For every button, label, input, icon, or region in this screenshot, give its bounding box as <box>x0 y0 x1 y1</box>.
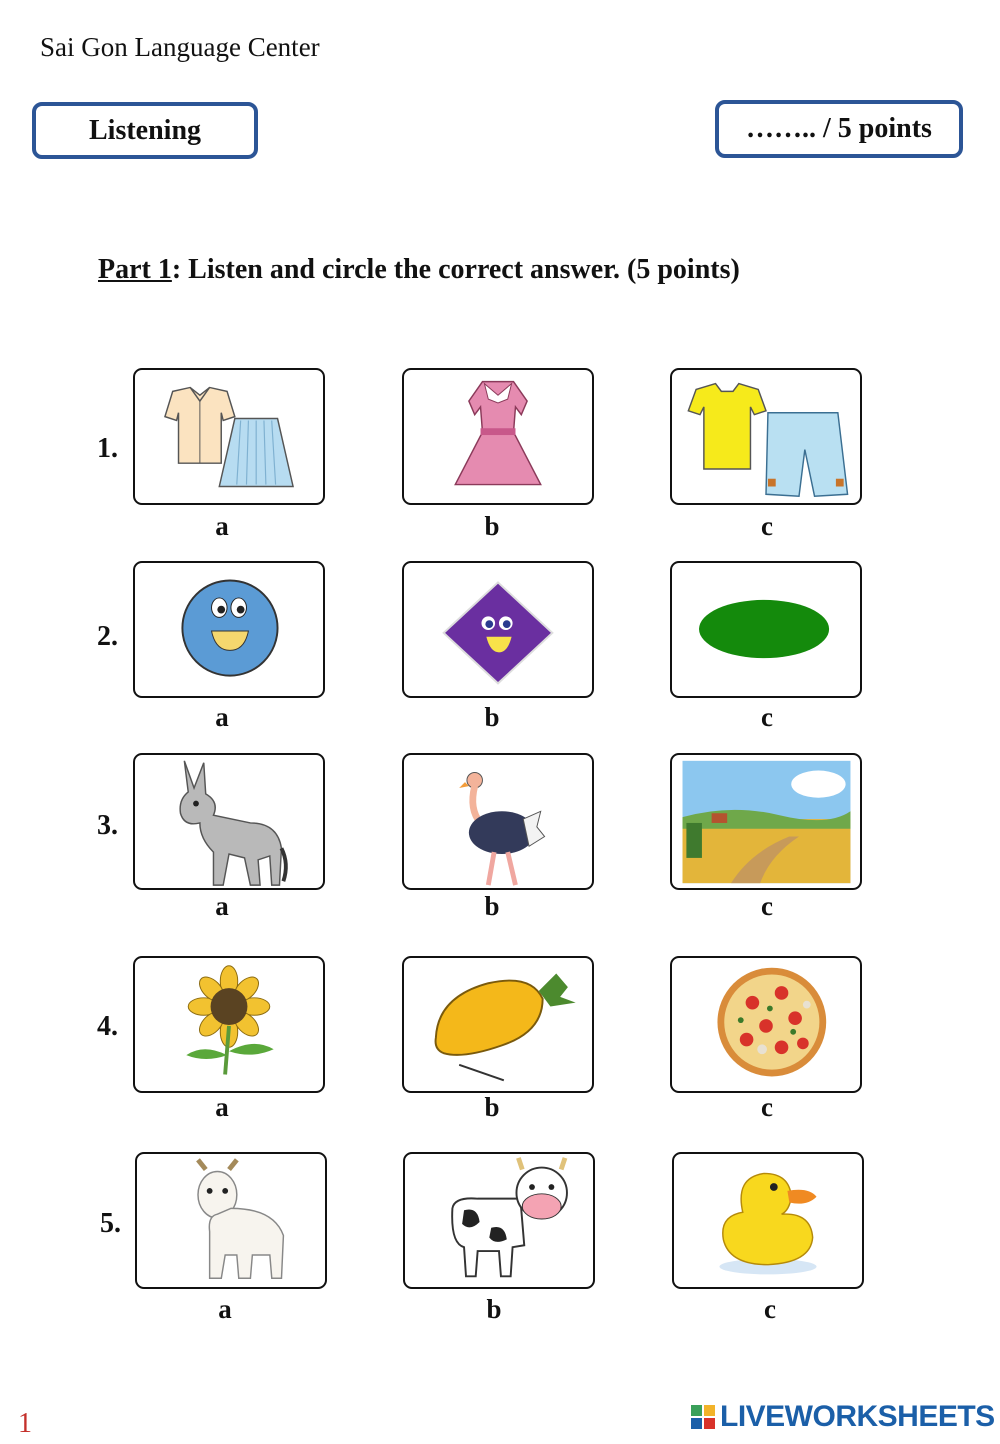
q3-option-a-label[interactable]: a <box>215 891 229 921</box>
score-box: …….. / 5 points <box>715 100 963 158</box>
q4-option-a-card[interactable] <box>133 956 325 1093</box>
q1-option-c-label[interactable]: c <box>761 511 773 541</box>
farm-field-icon <box>672 755 860 888</box>
q4-option-c-card[interactable] <box>670 956 862 1093</box>
mango-icon <box>404 958 592 1091</box>
instructions <box>98 254 740 286</box>
q1-option-c-card[interactable] <box>670 368 862 505</box>
question-4-number: 4. <box>97 1011 118 1042</box>
q2-option-a-label[interactable]: a <box>215 702 229 732</box>
oval-shape-icon <box>672 563 860 696</box>
t-shirt-and-shorts-icon <box>672 370 860 503</box>
brand-name: LIVEWORKSHEETS <box>720 1400 995 1433</box>
q2-option-b-label[interactable]: b <box>484 702 500 732</box>
question-5-number: 5. <box>100 1208 121 1239</box>
q5-option-c-card[interactable] <box>672 1152 864 1289</box>
q3-option-c-card[interactable] <box>670 753 862 890</box>
q3-option-b-label[interactable]: b <box>484 891 500 921</box>
q2-option-a-card[interactable] <box>133 561 325 698</box>
q1-option-b-label[interactable]: b <box>484 511 500 541</box>
q1-option-b-card[interactable] <box>402 368 594 505</box>
sunflower-icon <box>135 958 323 1091</box>
pizza-icon <box>672 958 860 1091</box>
q3-option-c-label[interactable]: c <box>761 891 773 921</box>
ostrich-icon <box>404 755 592 888</box>
q4-option-b-label[interactable]: b <box>484 1092 500 1122</box>
q5-option-b-label[interactable]: b <box>486 1294 502 1324</box>
q3-option-a-card[interactable] <box>133 753 325 890</box>
q1-option-a-label[interactable]: a <box>215 511 229 541</box>
q2-option-c-label[interactable]: c <box>761 702 773 732</box>
logo-grid-icon <box>690 1404 716 1430</box>
q4-option-a-label[interactable]: a <box>215 1092 229 1122</box>
q5-option-b-card[interactable] <box>403 1152 595 1289</box>
pink-dress-icon <box>404 370 592 503</box>
q5-option-c-label[interactable]: c <box>764 1294 776 1324</box>
page-number: 1 <box>18 1408 32 1439</box>
q4-option-b-card[interactable] <box>402 956 594 1093</box>
liveworksheets-logo[interactable] <box>690 1400 995 1434</box>
q5-option-a-card[interactable] <box>135 1152 327 1289</box>
question-3-number: 3. <box>97 810 118 841</box>
q1-option-a-card[interactable] <box>133 368 325 505</box>
section-label: Listening <box>32 102 258 159</box>
question-2-number: 2. <box>97 621 118 652</box>
q2-option-c-card[interactable] <box>670 561 862 698</box>
q4-option-c-label[interactable]: c <box>761 1092 773 1122</box>
circle-shape-icon <box>135 563 323 696</box>
diamond-shape-icon <box>404 563 592 696</box>
part-label: Part 1 <box>98 254 172 285</box>
duck-icon <box>674 1154 862 1287</box>
center-name: Sai Gon Language Center <box>40 32 320 62</box>
cow-icon <box>405 1154 593 1287</box>
donkey-icon <box>135 755 323 888</box>
q5-option-a-label[interactable]: a <box>218 1294 232 1324</box>
instruction-text: : Listen and circle the correct answer. (5 points) <box>171 254 740 285</box>
q3-option-b-card[interactable] <box>402 753 594 890</box>
goat-icon <box>137 1154 325 1287</box>
shirt-and-skirt-icon <box>135 370 323 503</box>
q2-option-b-card[interactable] <box>402 561 594 698</box>
question-1-number: 1. <box>97 433 118 464</box>
